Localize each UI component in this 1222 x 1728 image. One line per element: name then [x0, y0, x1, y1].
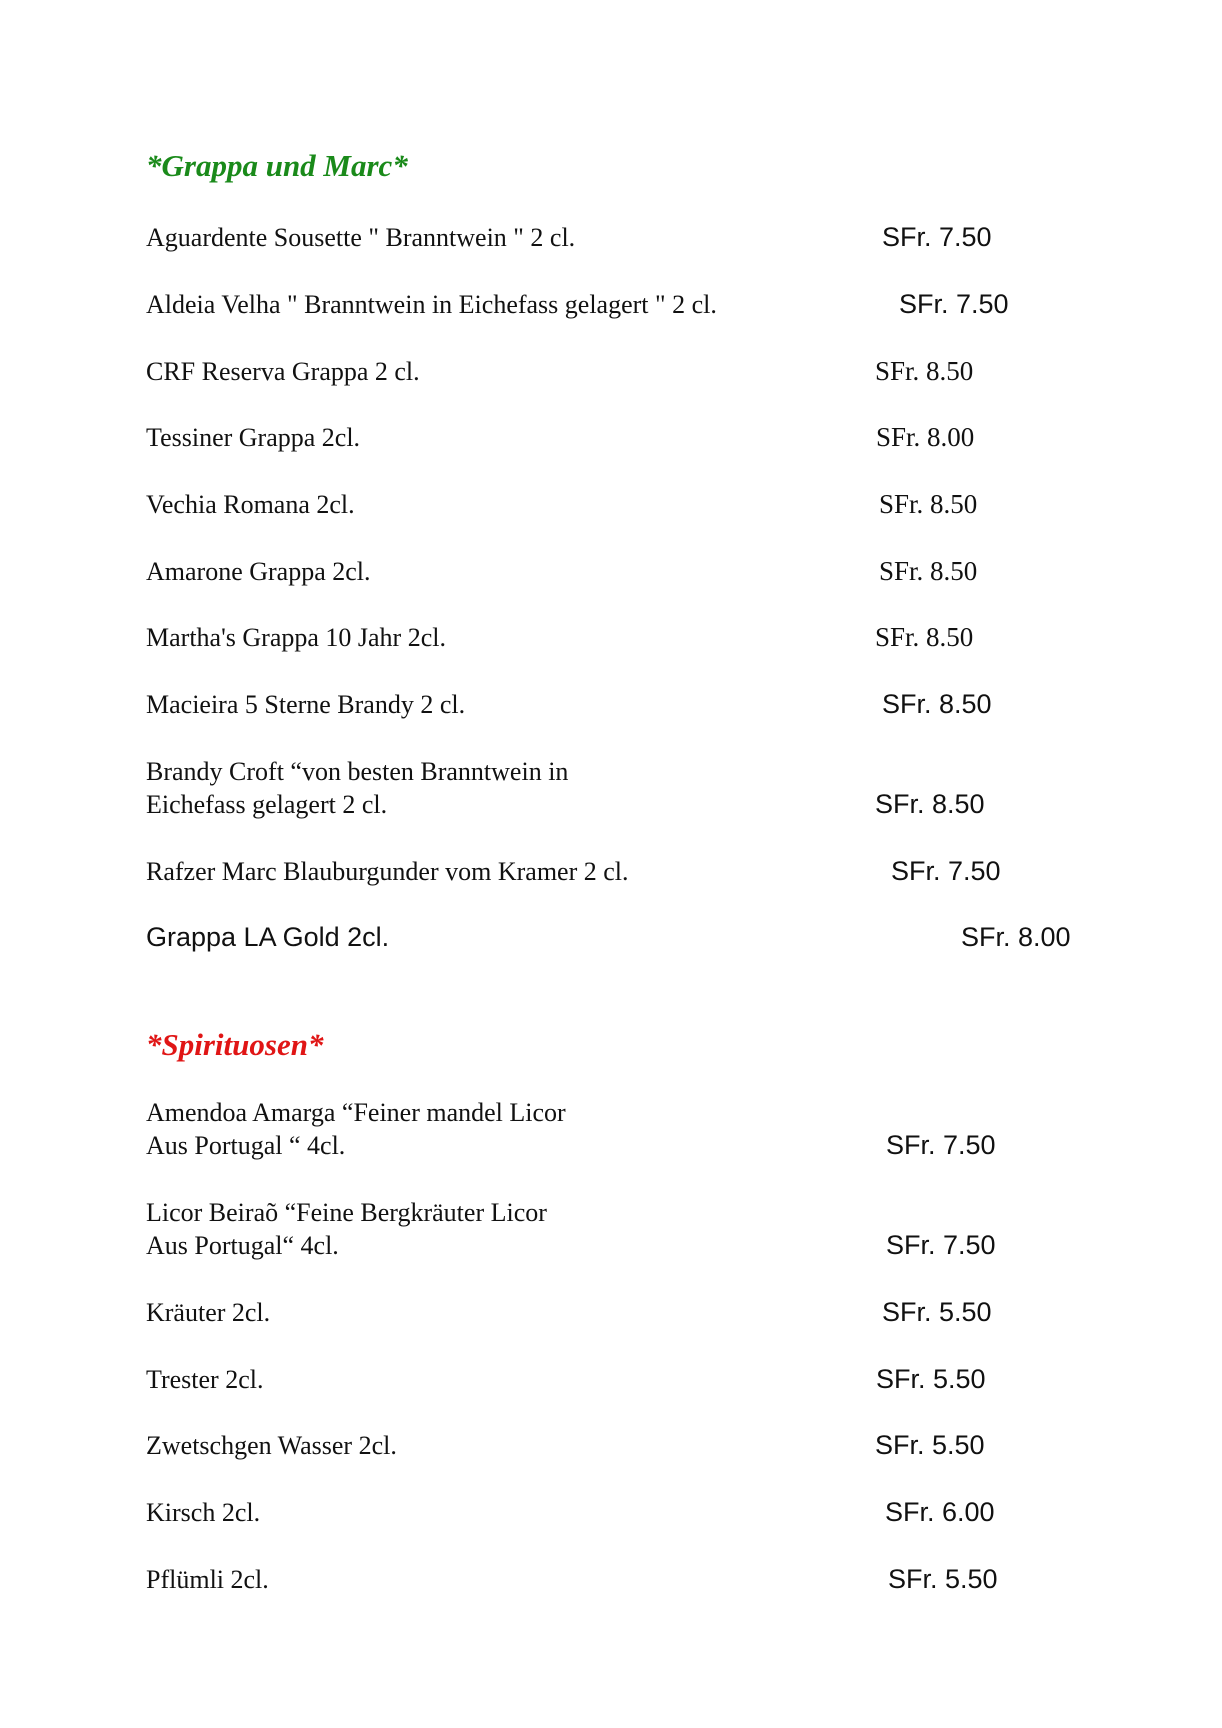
item-name-line2: Aus Portugal“ 4cl. [146, 1231, 339, 1260]
item-name: Aldeia Velha " Branntwein in Eichefass gelagert " 2 cl. [146, 290, 717, 319]
item-price: SFr. 8.50 [875, 789, 985, 819]
item-name: Aguardente Sousette " Branntwein " 2 cl. [146, 223, 576, 252]
item-price: SFr. 7.50 [886, 1130, 996, 1160]
item-name-line1: Licor Beiraõ “Feine Bergkräuter Licor [146, 1198, 547, 1227]
item-name-line2: Eichefass gelagert 2 cl. [146, 790, 388, 819]
item-name: Kräuter 2cl. [146, 1298, 271, 1327]
item-name: Amarone Grappa 2cl. [146, 557, 371, 586]
item-name: Macieira 5 Sterne Brandy 2 cl. [146, 690, 466, 719]
item-name: Rafzer Marc Blauburgunder vom Kramer 2 cl. [146, 857, 629, 886]
item-price: SFr. 8.00 [961, 922, 1071, 952]
item-price: SFr. 8.50 [875, 622, 974, 652]
item-name-line2: Aus Portugal “ 4cl. [146, 1131, 346, 1160]
item-name: Vechia Romana 2cl. [146, 490, 355, 519]
item-price: SFr. 8.50 [875, 356, 974, 386]
item-price: SFr. 7.50 [882, 222, 992, 252]
item-price: SFr. 6.00 [885, 1497, 995, 1527]
item-price: SFr. 7.50 [886, 1230, 996, 1260]
item-price: SFr. 8.50 [882, 689, 992, 719]
item-price: SFr. 5.50 [876, 1364, 986, 1394]
item-name: Tessiner Grappa 2cl. [146, 423, 361, 452]
item-name: Zwetschgen Wasser 2cl. [146, 1431, 397, 1460]
item-price: SFr. 7.50 [899, 289, 1009, 319]
item-price: SFr. 8.50 [879, 489, 978, 519]
item-name: Martha's Grappa 10 Jahr 2cl. [146, 623, 446, 652]
item-name: Pflümli 2cl. [146, 1565, 269, 1594]
item-price: SFr. 8.00 [876, 422, 975, 452]
item-name-line1: Brandy Croft “von besten Branntwein in [146, 757, 569, 786]
item-price: SFr. 8.50 [879, 556, 978, 586]
item-name-line1: Amendoa Amarga “Feiner mandel Licor [146, 1098, 566, 1127]
item-name: Kirsch 2cl. [146, 1498, 261, 1527]
item-price: SFr. 5.50 [882, 1297, 992, 1327]
item-price: SFr. 7.50 [891, 856, 1001, 886]
section-heading-spirits: *Spirituosen* [146, 1027, 324, 1062]
item-price: SFr. 5.50 [875, 1430, 985, 1460]
item-price: SFr. 5.50 [888, 1564, 998, 1594]
section-heading-grappa: *Grappa und Marc* [146, 148, 408, 183]
item-name: Trester 2cl. [146, 1365, 264, 1394]
item-name: Grappa LA Gold 2cl. [146, 922, 390, 952]
item-name: CRF Reserva Grappa 2 cl. [146, 357, 420, 386]
